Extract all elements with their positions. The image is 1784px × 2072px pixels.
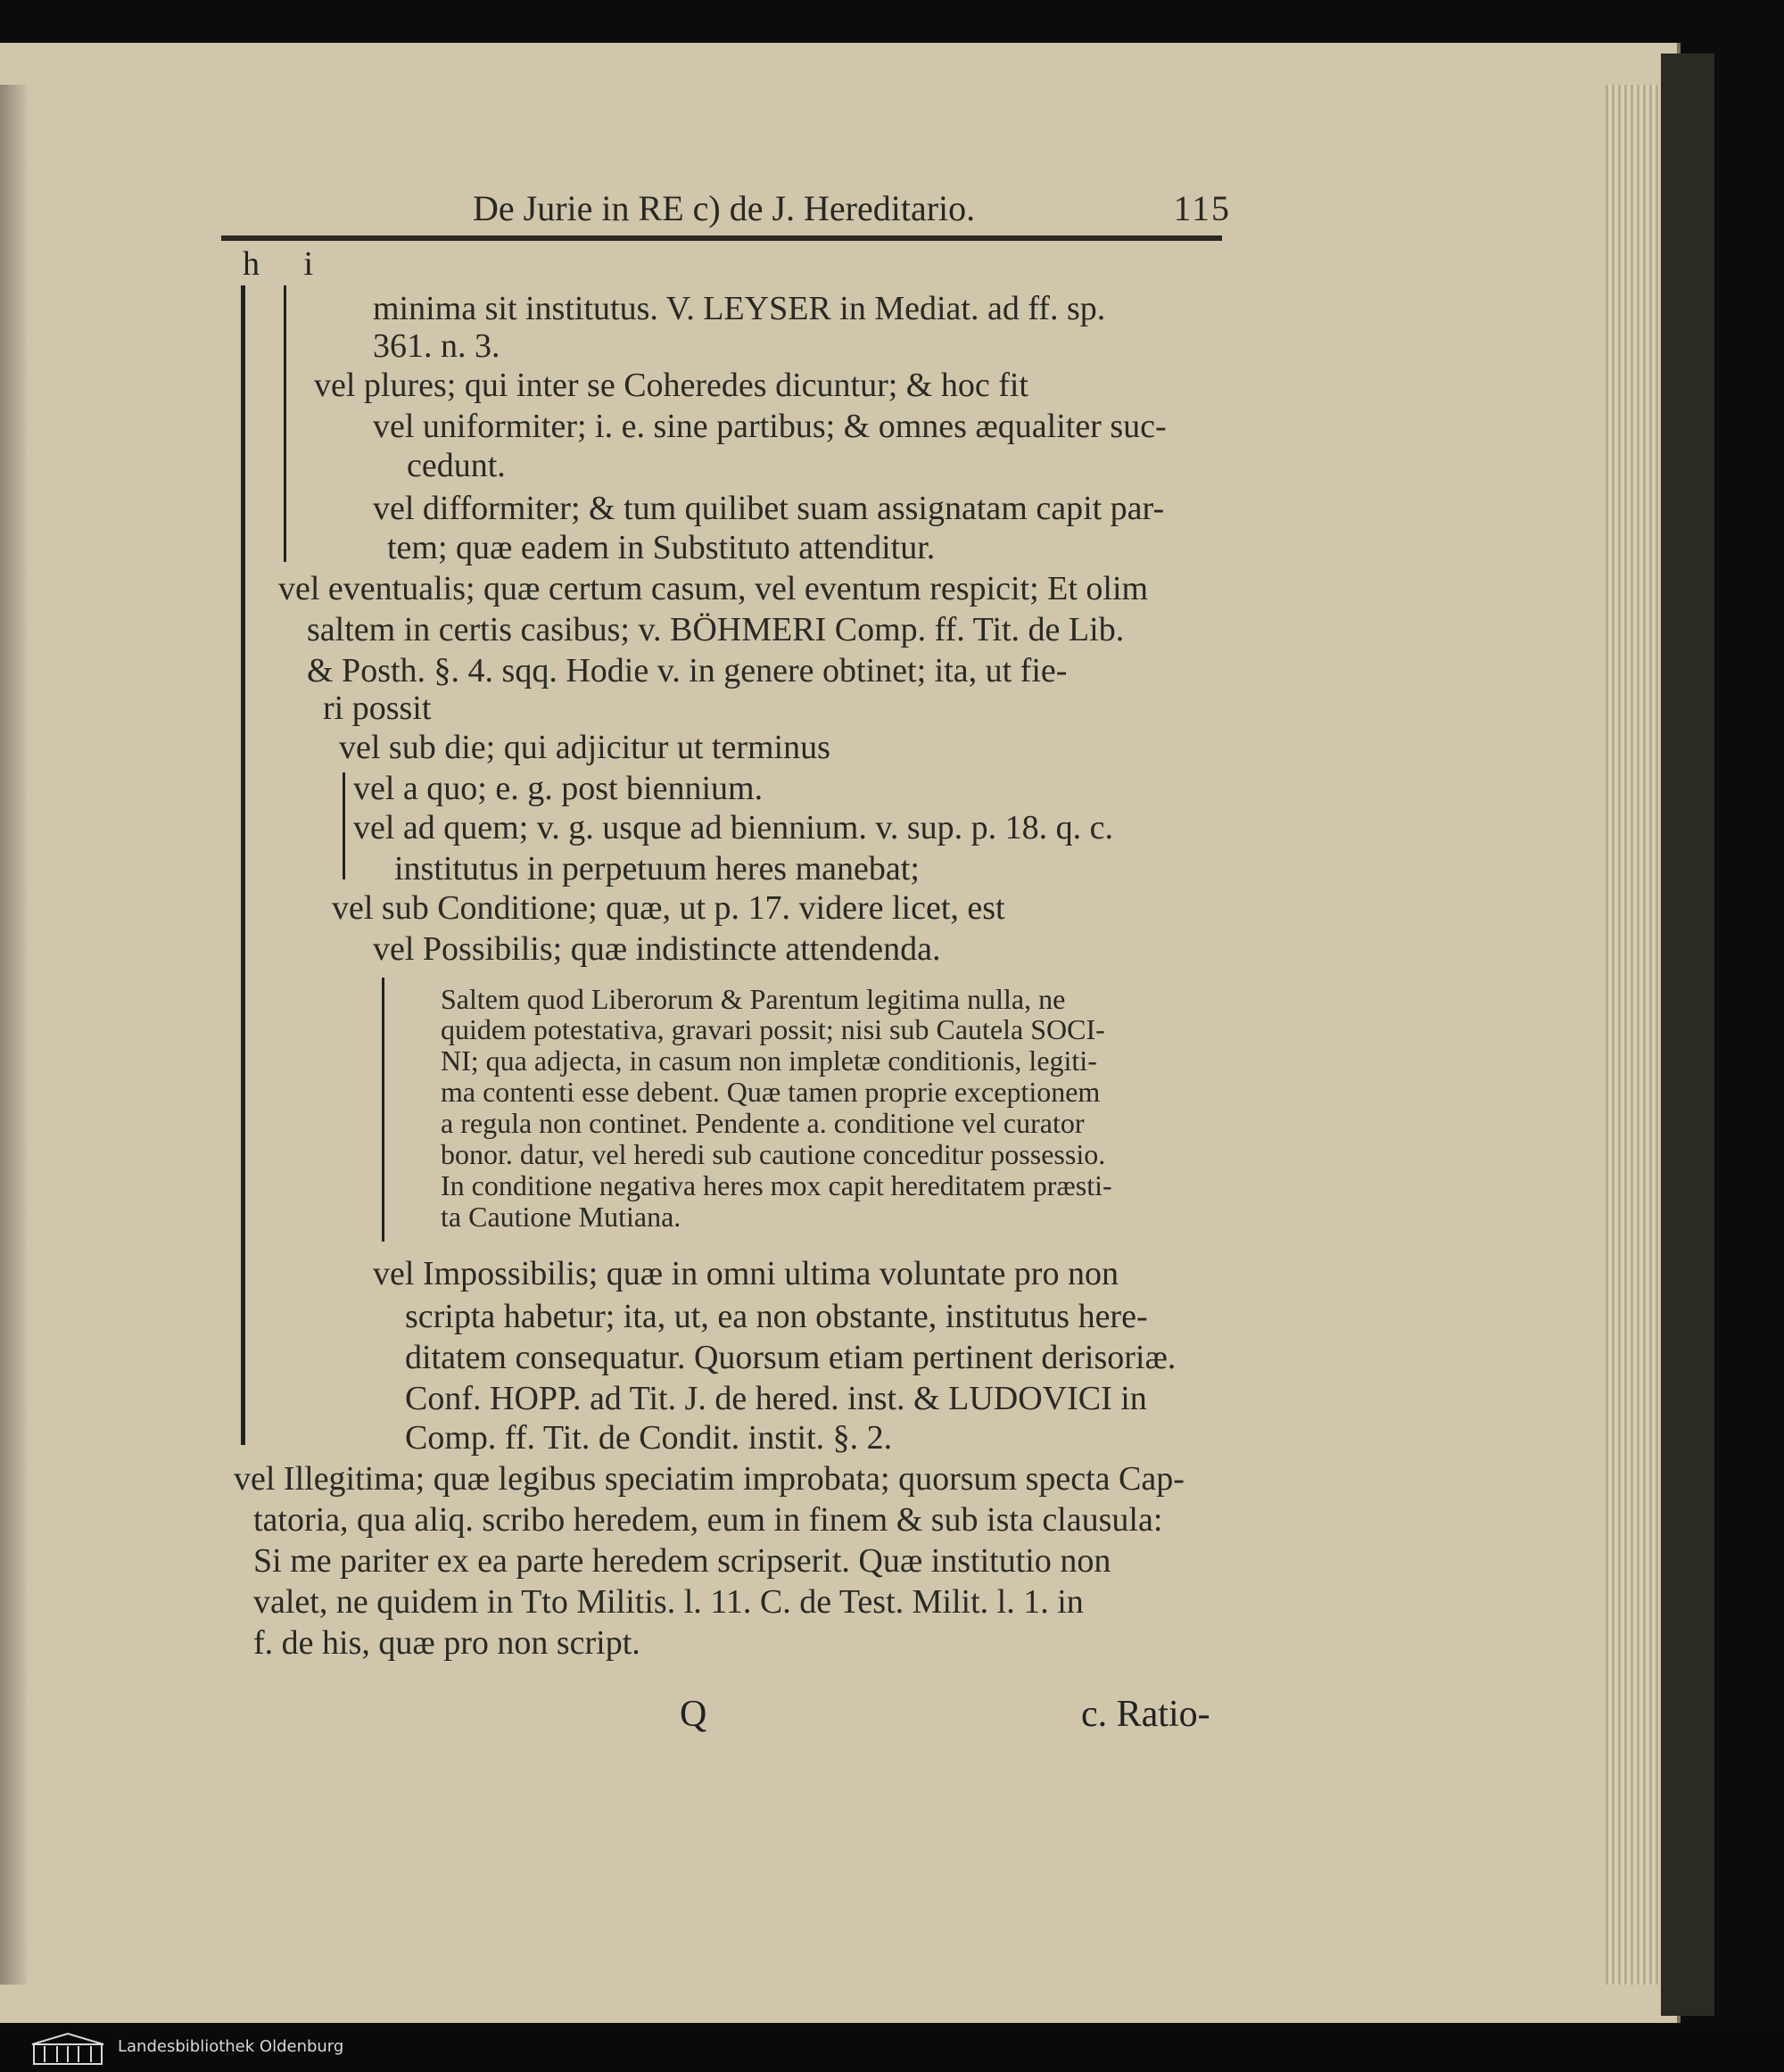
note-line: a regula non continet. Pendente a. conditione vel curator bbox=[441, 1107, 1085, 1139]
text-line: Si me pariter ex ea parte heredem scripserit. Quæ institutio non bbox=[253, 1542, 1111, 1580]
bracket-bar-terminus bbox=[343, 772, 345, 879]
note-line: In conditione negativa heres mox capit hereditatem præsti- bbox=[441, 1169, 1112, 1201]
text-line: minima sit institutus. V. LEYSER in Mediat. ad ff. sp. bbox=[373, 290, 1106, 327]
left-page-edge bbox=[0, 85, 27, 1985]
text-line: vel uniformiter; i. e. sine partibus; & omnes æqualiter suc- bbox=[373, 408, 1167, 445]
note-line: ma contenti esse debent. Quæ tamen proprie exceptionem bbox=[441, 1076, 1101, 1108]
text-line: scripta habetur; ita, ut, ea non obstante, institutus here- bbox=[405, 1298, 1148, 1335]
text-line: ri possit bbox=[323, 689, 432, 727]
text-line: tatoria, qua aliq. scribo heredem, eum in finem & sub ista clausula: bbox=[253, 1501, 1163, 1539]
page-number: 115 bbox=[1173, 188, 1231, 228]
text-line: Comp. ff. Tit. de Condit. instit. §. 2. bbox=[405, 1419, 893, 1457]
running-header bbox=[473, 187, 1231, 241]
text-line: tem; quæ eadem in Substituto attenditur. bbox=[387, 529, 936, 566]
text-line: vel difformiter; & tum quilibet suam assignatam capit par- bbox=[373, 490, 1165, 527]
text-line: Conf. HOPP. ad Tit. J. de hered. inst. & LUDOVICI in bbox=[405, 1380, 1147, 1417]
note-line: ta Cautione Mutiana. bbox=[441, 1201, 681, 1233]
note-line: Saltem quod Liberorum & Parentum legitima nulla, ne bbox=[441, 983, 1066, 1015]
header-title: De Jurie in RE c) de J. Hereditario. bbox=[473, 188, 976, 228]
note-line: bonor. datur, vel heredi sub cautione conceditur possessio. bbox=[441, 1138, 1106, 1170]
library-building-icon bbox=[29, 2032, 107, 2066]
note-line: NI; qua adjecta, in casum non impletæ conditionis, legiti- bbox=[441, 1044, 1097, 1077]
text-line: vel plures; qui inter se Coheredes dicuntur; & hoc fit bbox=[314, 367, 1028, 404]
text-line: vel sub Conditione; quæ, ut p. 17. videre licet, est bbox=[332, 889, 1005, 927]
text-line: & Posth. §. 4. sqq. Hodie v. in genere obtinet; ita, ut fie- bbox=[307, 652, 1068, 689]
text-line: valet, ne quidem in Tto Militis. l. 11. C. de Test. Milit. l. 1. in bbox=[253, 1583, 1084, 1621]
header-rule bbox=[221, 235, 1222, 241]
text-line: cedunt. bbox=[407, 447, 506, 484]
catchword: c. Ratio- bbox=[1081, 1694, 1210, 1735]
text-line: vel a quo; e. g. post biennium. bbox=[353, 770, 764, 807]
bracket-bar-note bbox=[382, 978, 384, 1242]
library-name: Landesbibliothek Oldenburg bbox=[118, 2037, 344, 2056]
note-line: quidem potestativa, gravari possit; nisi sub Cautela SOCI- bbox=[441, 1013, 1105, 1045]
page-fore-edge bbox=[1606, 85, 1659, 1985]
bracket-bar-plures bbox=[284, 285, 286, 562]
text-line: ditatem consequatur. Quorsum etiam pertinent derisoriæ. bbox=[405, 1339, 1177, 1376]
text-line: institutus in perpetuum heres manebat; bbox=[394, 850, 920, 887]
bracket-bar-outer bbox=[241, 285, 245, 1445]
text-line: vel Possibilis; quæ indistincte attendenda. bbox=[373, 930, 941, 968]
text-line: 361. n. 3. bbox=[373, 327, 500, 365]
text-line: vel ad quem; v. g. usque ad biennium. v. sup. p. 18. q. c. bbox=[353, 809, 1114, 846]
book-cover bbox=[1661, 54, 1714, 2016]
text-line: vel sub die; qui adjicitur ut terminus bbox=[339, 729, 830, 766]
text-line: vel Illegitima; quæ legibus speciatim improbata; quorsum specta Cap- bbox=[234, 1460, 1185, 1498]
signature-mark: Q bbox=[680, 1694, 707, 1735]
signature-marks: h i bbox=[243, 245, 332, 283]
text-line: f. de his, quæ pro non script. bbox=[253, 1624, 640, 1662]
text-line: saltem in certis casibus; v. BÖHMERI Comp. ff. Tit. de Lib. bbox=[307, 611, 1125, 648]
text-line: vel Impossibilis; quæ in omni ultima voluntate pro non bbox=[373, 1255, 1119, 1292]
text-line: vel eventualis; quæ certum casum, vel eventum respicit; Et olim bbox=[278, 570, 1149, 607]
library-footer bbox=[0, 2025, 1784, 2072]
